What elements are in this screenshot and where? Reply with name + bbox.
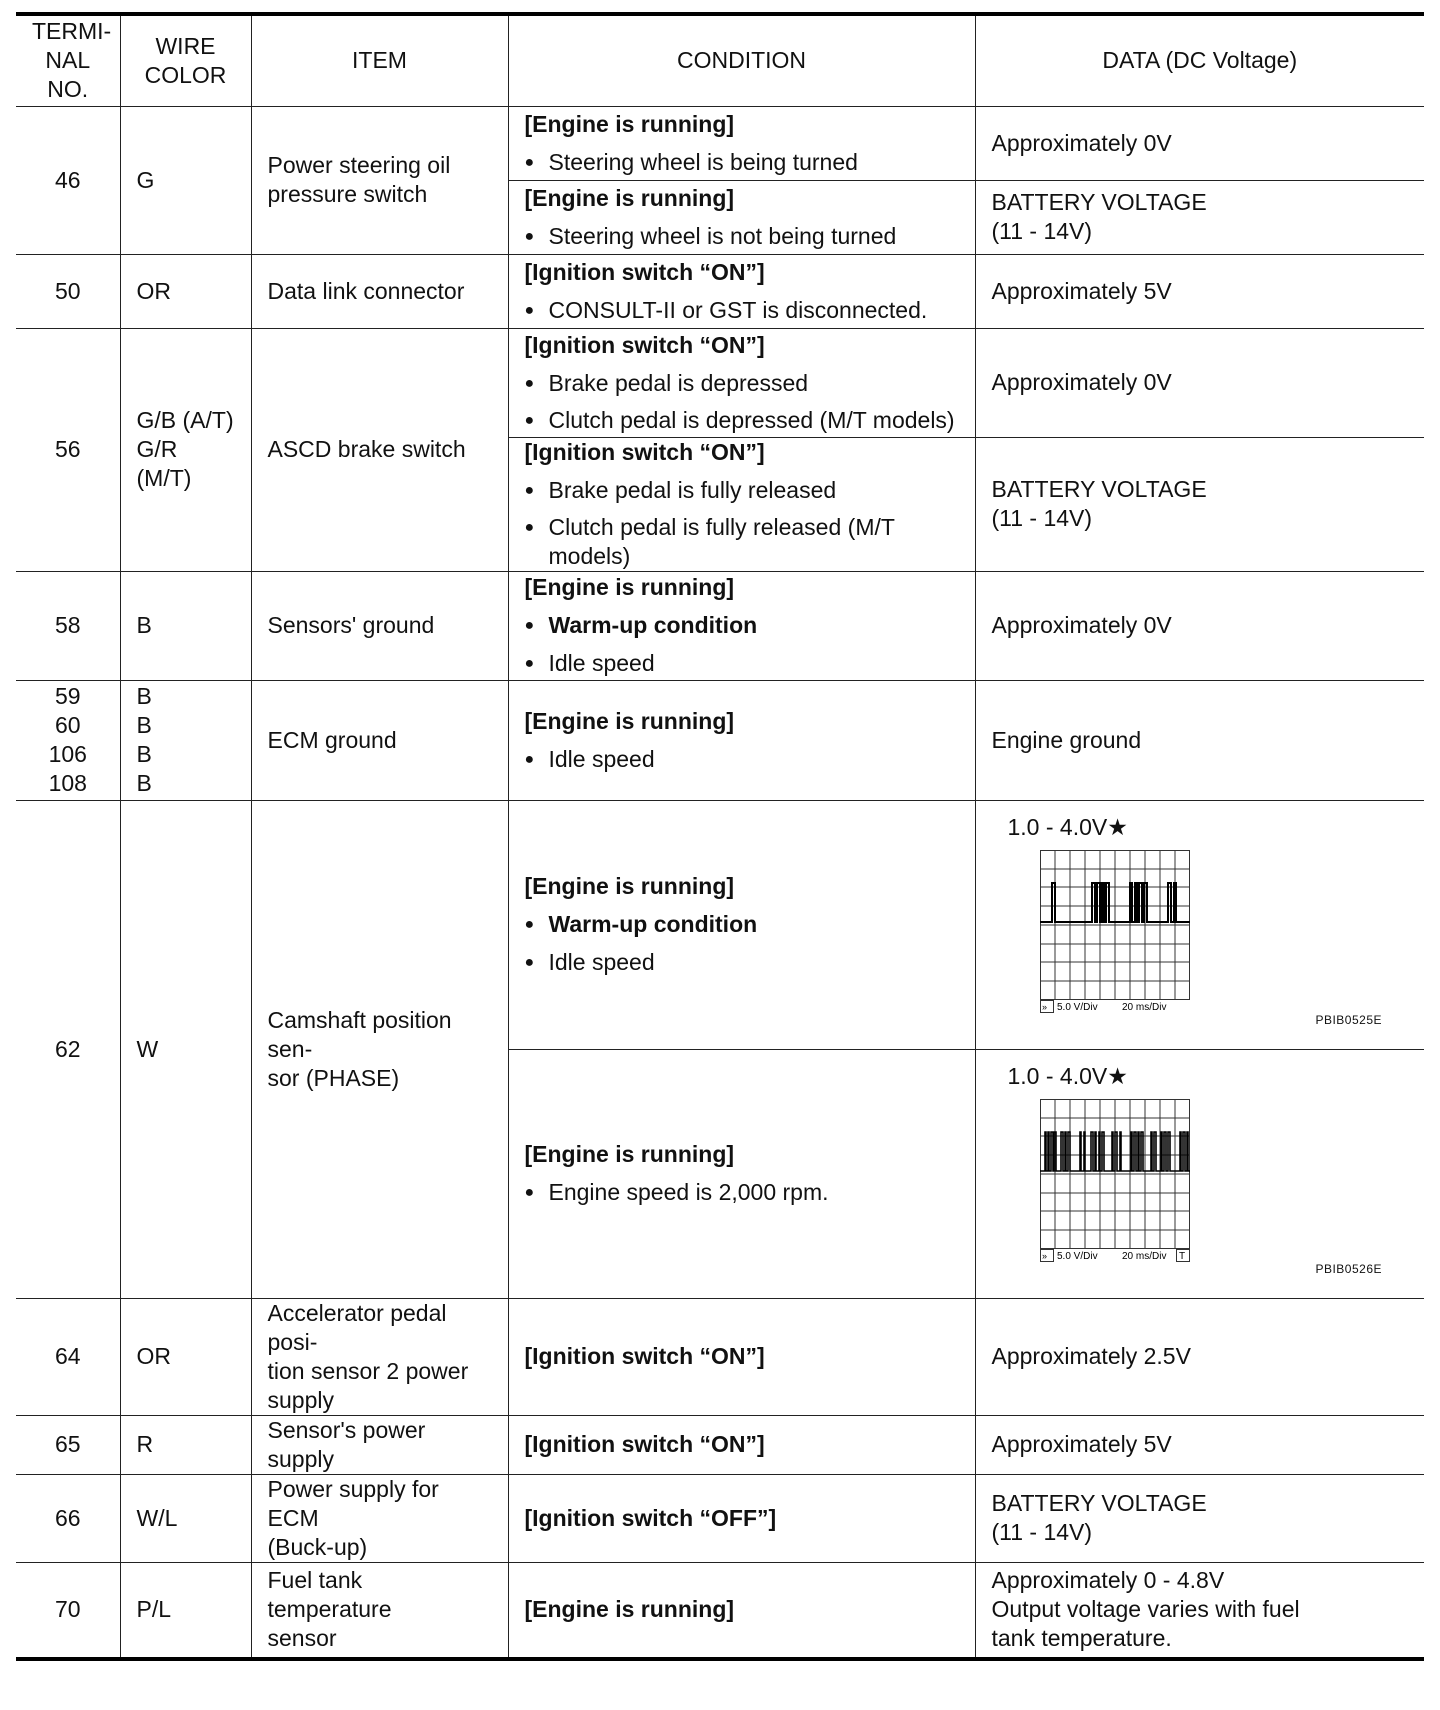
item: Accelerator pedal posi- tion sensor 2 power supply <box>251 1298 508 1415</box>
data-value: Approximately 0V <box>975 106 1424 180</box>
header-wire-color: WIRE COLOR <box>120 14 251 106</box>
condition: [Engine is running] <box>508 1562 975 1659</box>
header-condition: CONDITION <box>508 14 975 106</box>
condition: [Engine is running] ● Steering wheel is being turned <box>508 106 975 180</box>
table-row <box>16 328 1424 437</box>
condition: [Engine is running] ● Idle speed <box>508 680 975 800</box>
data-value: Engine ground <box>975 680 1424 800</box>
terminal-no: 46 <box>16 106 120 254</box>
voltage-range: 1.0 - 4.0V★ <box>1007 1062 1128 1089</box>
item: Data link connector <box>251 254 508 328</box>
table-row <box>16 1298 1424 1415</box>
wire-color: OR <box>120 1298 251 1415</box>
terminal-no: 70 <box>16 1562 120 1659</box>
terminal-no: 59 60 106 108 <box>16 680 120 800</box>
data-value: Approximately 5V <box>975 254 1424 328</box>
item: ECM ground <box>251 680 508 800</box>
header-item: ITEM <box>251 14 508 106</box>
wire-color: B B B B <box>120 680 251 800</box>
wire-color: P/L <box>120 1562 251 1659</box>
figure-code: PBIB0525E <box>1315 1012 1382 1027</box>
data-value: BATTERY VOLTAGE (11 - 14V) <box>975 1474 1424 1562</box>
data-value: BATTERY VOLTAGE (11 - 14V) <box>975 180 1424 254</box>
waveform-cell <box>975 800 1424 1049</box>
item: Fuel tank temperature sensor <box>251 1562 508 1659</box>
voltage-range: 1.0 - 4.0V★ <box>1007 813 1128 840</box>
item: ASCD brake switch <box>251 328 508 571</box>
oscilloscope-waveform-2000rpm <box>1040 1099 1190 1263</box>
condition: [Ignition switch “ON”] ● Brake pedal is fully released ● Clutch pedal is fully released (M/T models) <box>508 437 975 571</box>
condition: [Ignition switch “ON”] ● CONSULT-II or GST is disconnected. <box>508 254 975 328</box>
condition: [Ignition switch “ON”] ● Brake pedal is depressed ● Clutch pedal is depressed (M/T models) <box>508 328 975 437</box>
terminal-no: 64 <box>16 1298 120 1415</box>
waveform-cell <box>975 1049 1424 1298</box>
data-value: Approximately 0V <box>975 328 1424 437</box>
table-row <box>16 800 1424 1049</box>
condition: [Ignition switch “OFF”] <box>508 1474 975 1562</box>
condition: [Engine is running] ● Warm-up condition ● Idle speed <box>508 800 975 1049</box>
terminal-no: 62 <box>16 800 120 1298</box>
item: Sensors' ground <box>251 571 508 680</box>
item: Power supply for ECM (Buck-up) <box>251 1474 508 1562</box>
scope-volt-scale: 5.0 V/Div <box>1056 1250 1098 1262</box>
data-value: BATTERY VOLTAGE (11 - 14V) <box>975 437 1424 571</box>
terminal-no: 66 <box>16 1474 120 1562</box>
wire-color: W <box>120 800 251 1298</box>
item: Camshaft position sen- sor (PHASE) <box>251 800 508 1298</box>
item: Power steering oil pressure switch <box>251 106 508 254</box>
table-row <box>16 680 1424 800</box>
condition: [Ignition switch “ON”] <box>508 1415 975 1474</box>
header-data: DATA (DC Voltage) <box>975 14 1424 106</box>
figure-code: PBIB0526E <box>1315 1261 1382 1276</box>
terminal-no: 65 <box>16 1415 120 1474</box>
table-row <box>16 1562 1424 1659</box>
wire-color: OR <box>120 254 251 328</box>
wire-color: W/L <box>120 1474 251 1562</box>
condition: [Engine is running] ● Steering wheel is not being turned <box>508 180 975 254</box>
scope-time-scale: 20 ms/Div <box>1121 1001 1166 1013</box>
scope-time-scale: 20 ms/Div <box>1121 1250 1166 1262</box>
scope-marker: » <box>1041 1001 1047 1012</box>
terminal-no: 50 <box>16 254 120 328</box>
oscilloscope-waveform-idle <box>1040 850 1190 1014</box>
scope-marker: » <box>1041 1250 1047 1261</box>
item: Sensor's power supply <box>251 1415 508 1474</box>
scope-volt-scale: 5.0 V/Div <box>1056 1001 1098 1013</box>
condition: [Engine is running] ● Warm-up condition ● Idle speed <box>508 571 975 680</box>
table-row <box>16 106 1424 180</box>
table-row <box>16 571 1424 680</box>
condition: [Engine is running] ● Engine speed is 2,000 rpm. <box>508 1049 975 1298</box>
data-value: Approximately 2.5V <box>975 1298 1424 1415</box>
table-row <box>16 1415 1424 1474</box>
wire-color: G/B (A/T) G/R (M/T) <box>120 328 251 571</box>
condition: [Ignition switch “ON”] <box>508 1298 975 1415</box>
wire-color: R <box>120 1415 251 1474</box>
table-row <box>16 1474 1424 1562</box>
data-value: Approximately 5V <box>975 1415 1424 1474</box>
data-value: Approximately 0 - 4.8V Output voltage varies with fuel tank temperature. <box>975 1562 1424 1659</box>
wire-color: G <box>120 106 251 254</box>
header-terminal-no: TERMI- NAL NO. <box>16 14 120 106</box>
scope-trigger-marker: T <box>1178 1250 1185 1262</box>
wire-color: B <box>120 571 251 680</box>
data-value: Approximately 0V <box>975 571 1424 680</box>
header-row <box>16 14 1424 106</box>
table-row <box>16 254 1424 328</box>
terminal-no: 58 <box>16 571 120 680</box>
terminal-no: 56 <box>16 328 120 571</box>
ecm-terminal-table <box>16 12 1424 1661</box>
